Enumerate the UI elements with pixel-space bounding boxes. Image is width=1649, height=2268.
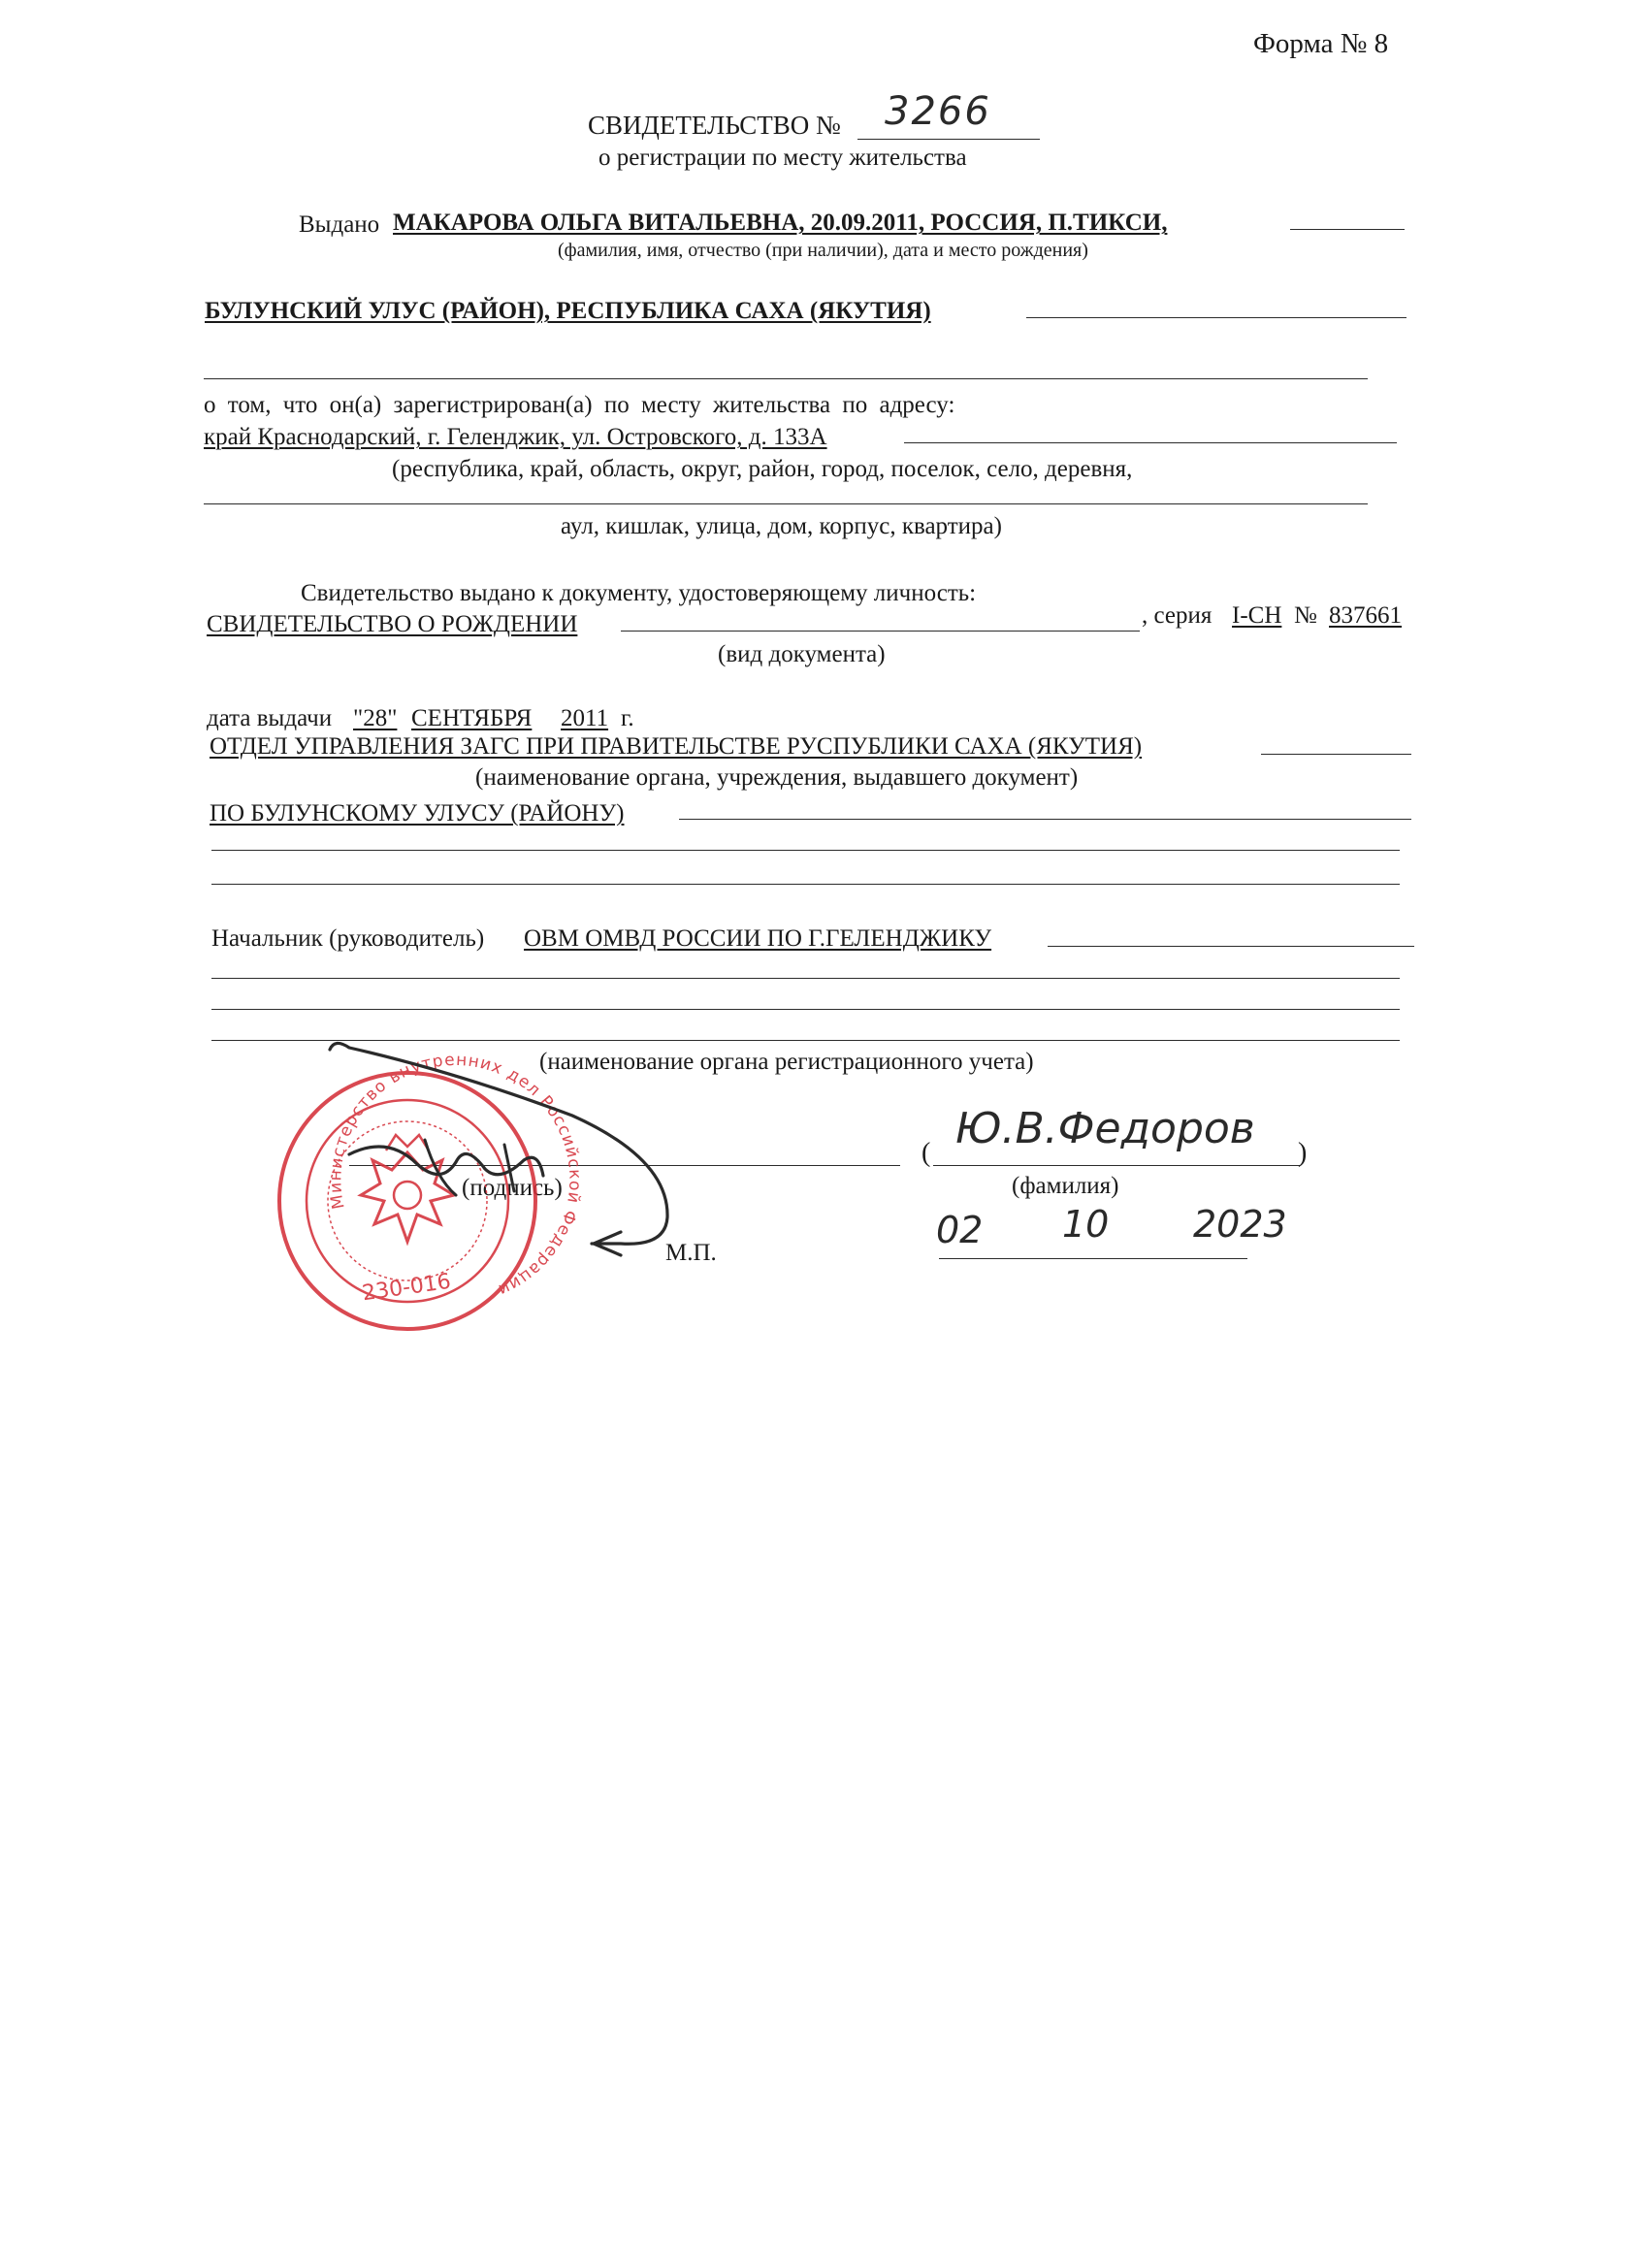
seal-code: 230-016 xyxy=(360,1269,453,1307)
id-document-value: СВИДЕТЕЛЬСТВО О РОЖДЕНИИ xyxy=(207,611,578,637)
registered-text: о том, что он(а) зарегистрирован(а) по месту жительства по адресу: xyxy=(204,392,955,418)
issued-to-label: Выдано xyxy=(299,211,380,238)
surname-close-paren: ) xyxy=(1298,1138,1308,1168)
chief-label: Начальник (руководитель) xyxy=(211,925,485,952)
issue-date-label: дата выдачи xyxy=(207,705,333,731)
issued-to-caption: (фамилия, имя, отчество (при наличии), дата и место рождения) xyxy=(558,240,1088,261)
signature-caption: (подпись) xyxy=(462,1175,563,1201)
birthplace-continuation: БУЛУНСКИЙ УЛУС (РАЙОН), РЕСПУБЛИКА САХА (ЯКУТИЯ) xyxy=(205,298,931,324)
issue-month: СЕНТЯБРЯ xyxy=(411,705,533,731)
issued-to-value: МАКАРОВА ОЛЬГА ВИТАЛЬЕВНА, 20.09.2011, РОССИЯ, П.ТИКСИ, xyxy=(393,210,1168,236)
address-caption-2: аул, кишлак, улица, дом, корпус, квартира) xyxy=(561,513,1002,539)
issue-year: 2011 xyxy=(561,705,609,731)
sign-year: 2023 xyxy=(1193,1203,1287,1246)
issuer-caption: (наименование органа, учреждения, выдавшего документ) xyxy=(475,764,1079,791)
surname-open-paren: ( xyxy=(922,1138,931,1168)
number-label: № xyxy=(1294,602,1317,629)
certificate-number: 3266 xyxy=(885,89,991,134)
issue-day: "28" xyxy=(353,705,398,731)
sign-day: 02 xyxy=(936,1209,984,1251)
id-document-label: Свидетельство выдано к документу, удостоверяющему личность: xyxy=(301,580,977,606)
svg-text:Министерство внутренних дел Ро xyxy=(326,1051,584,1300)
surname-caption: (фамилия) xyxy=(1012,1173,1119,1199)
sign-month: 10 xyxy=(1062,1203,1110,1246)
number-value: 837661 xyxy=(1329,602,1402,629)
id-document-caption: (вид документа) xyxy=(718,641,886,667)
issue-year-suffix: г. xyxy=(621,705,634,731)
official-seal-icon xyxy=(279,1051,585,1329)
issuer-line-2: ПО БУЛУНСКОМУ УЛУСУ (РАЙОНУ) xyxy=(210,800,625,826)
series-value: I-СН xyxy=(1232,602,1282,629)
registration-body-caption: (наименование органа регистрационного учета) xyxy=(539,1049,1034,1075)
certificate-title: СВИДЕТЕЛЬСТВО № xyxy=(588,111,841,140)
address-value: край Краснодарский, г. Геленджик, ул. Островского, д. 133А xyxy=(204,424,827,450)
form-number: Форма № 8 xyxy=(1253,28,1389,59)
seal-top-text: Министерство внутренних дел Российской Федерации xyxy=(326,1050,585,1301)
certificate-subtitle: о регистрации по месту жительства xyxy=(598,145,967,171)
series-label: , серия xyxy=(1142,602,1212,629)
stamp-place: М.П. xyxy=(665,1240,717,1266)
address-caption-1: (республика, край, область, округ, район, город, поселок, село, деревня, xyxy=(392,456,1133,482)
chief-value: ОВМ ОМВД РОССИИ ПО Г.ГЕЛЕНДЖИКУ xyxy=(524,925,992,952)
issuer-line-1: ОТДЕЛ УПРАВЛЕНИЯ ЗАГС ПРИ ПРАВИТЕЛЬСТВЕ РУСПУБЛИКИ САХА (ЯКУТИЯ) xyxy=(210,733,1143,760)
surname-value: Ю.В.Федоров xyxy=(955,1104,1255,1153)
